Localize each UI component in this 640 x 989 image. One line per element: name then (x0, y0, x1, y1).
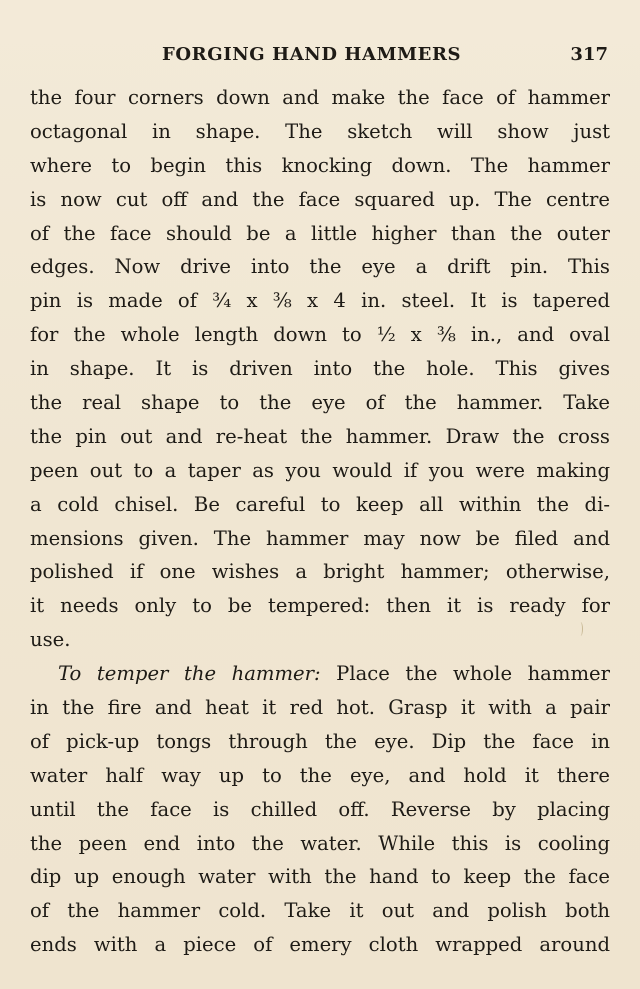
text-line: dip up enough water with the hand to keep the face (30, 865, 610, 889)
text-line: the real shape to the eye of the hammer. Take (30, 391, 610, 415)
paragraph-2 (30, 657, 610, 962)
text-line: ends with a piece of emery cloth wrapped around (30, 933, 610, 957)
text-line: it needs only to be tempered: then it is ready for (30, 594, 610, 618)
text-line: of the face should be a little higher than the outer (30, 221, 610, 245)
text-line: the peen end into the water. While this is cooling (30, 831, 610, 855)
text-line: edges. Now drive into the eye a drift pin. This (30, 255, 610, 279)
text-line: octagonal in shape. The sketch will show just (30, 119, 610, 143)
paragraph-1 (30, 81, 610, 657)
text-line: mensions given. The hammer may now be filed and (30, 526, 610, 550)
text-line: polished if one wishes a bright hammer; otherwise, (30, 560, 610, 584)
italic-lead: To temper the hammer: (58, 662, 321, 686)
text-line: where to begin this knocking down. The hammer (30, 153, 610, 177)
text-line: pin is made of ¾ x ⅜ x 4 in. steel. It is tapered (30, 289, 610, 313)
page-number: 317 (570, 44, 608, 65)
text-line: water half way up to the eye, and hold it there (30, 763, 610, 787)
text-line: for the whole length down to ½ x ⅜ in., and oval (30, 323, 610, 347)
text-line: of the hammer cold. Take it out and polish both (30, 899, 610, 923)
text-line: in shape. It is driven into the hole. This gives (30, 357, 610, 381)
text-line: is now cut off and the face squared up. The centre (30, 187, 610, 211)
text-line: the four corners down and make the face of hammer (30, 86, 610, 109)
running-head (32, 44, 608, 70)
running-title: FORGING HAND HAMMERS (162, 44, 462, 65)
text-line: a cold chisel. Be careful to keep all within the di- (30, 492, 610, 516)
first-line-rest: Place the whole hammer (320, 662, 610, 686)
text-line: in the fire and heat it red hot. Grasp it with a pair (30, 696, 610, 720)
body-text (30, 81, 610, 962)
text-line: the pin out and re-heat the hammer. Draw the cross (30, 424, 610, 448)
text-line: use. (30, 628, 71, 652)
text-line-first (30, 657, 610, 691)
text-line: until the face is chilled off. Reverse by placing (30, 797, 610, 821)
paper-blemish (578, 622, 583, 636)
text-line: peen out to a taper as you would if you were making (30, 458, 610, 482)
text-line: of pick-up tongs through the eye. Dip the face in (30, 729, 610, 753)
